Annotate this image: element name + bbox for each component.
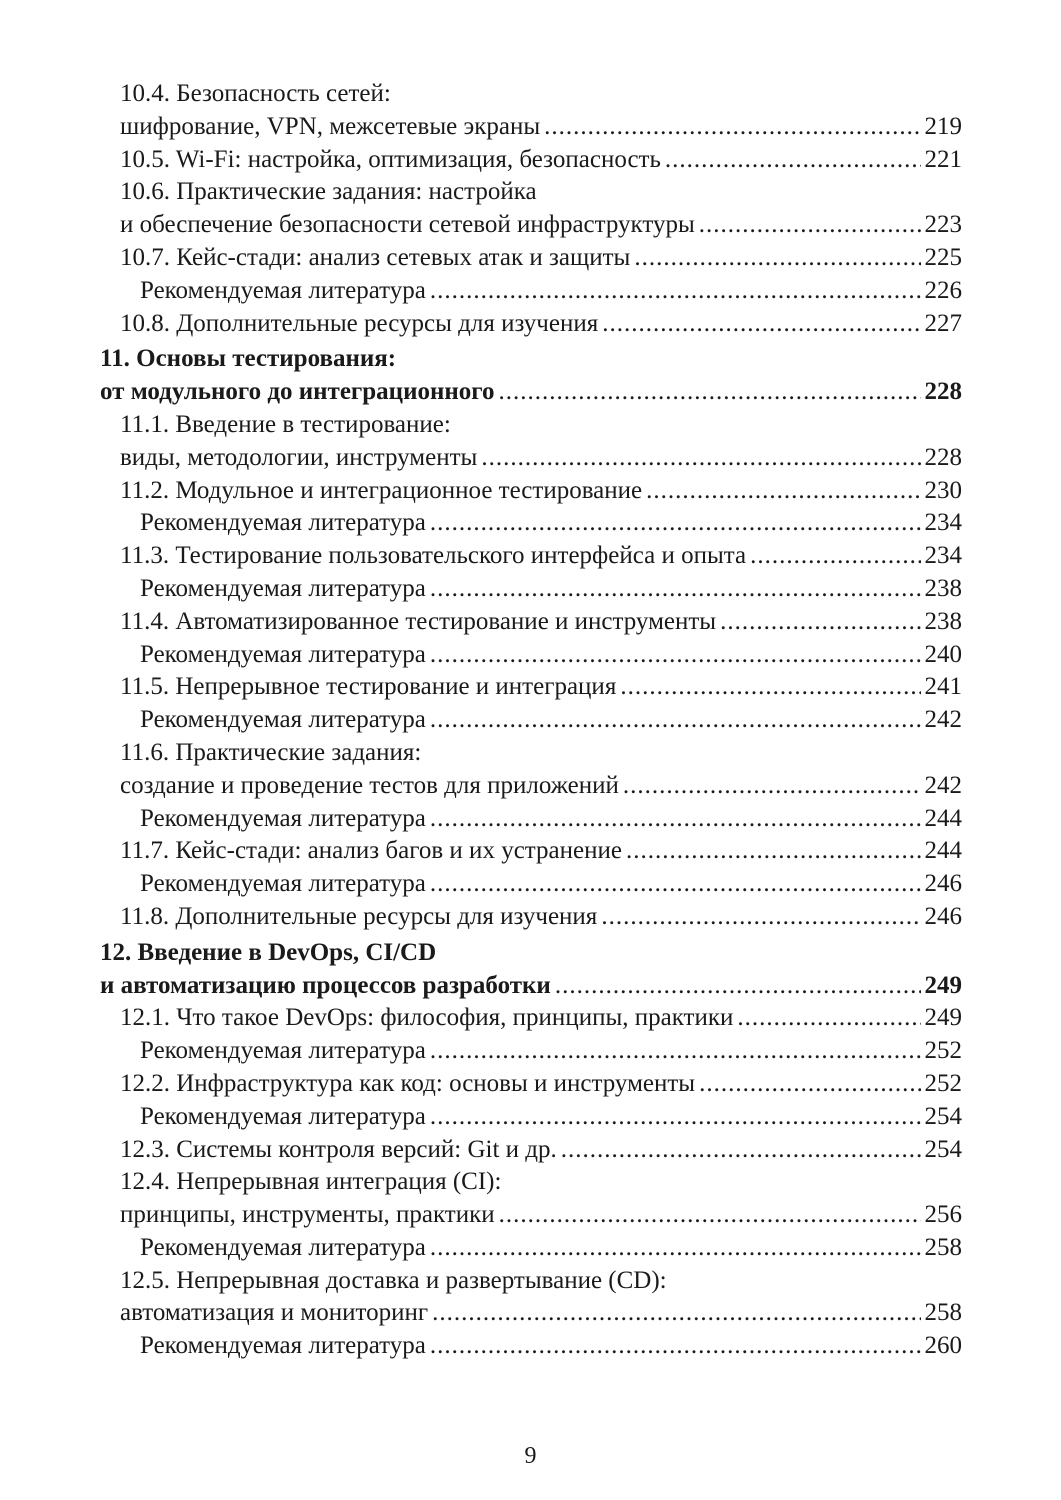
toc-page-number: 244 xyxy=(924,837,962,865)
toc-literature-entry xyxy=(100,275,962,308)
toc-page-number: 260 xyxy=(924,1332,962,1360)
toc-entry-title-line: 12.1. Что такое DevOps: философия, принципы, практики xyxy=(120,1004,734,1032)
toc-entry-title-line: 11.7. Кейс-стади: анализ багов и их устранение xyxy=(120,837,622,865)
toc-section-entry xyxy=(100,671,962,704)
table-of-contents xyxy=(100,78,962,1363)
toc-section-entry xyxy=(100,308,962,341)
toc-literature-entry xyxy=(100,1232,962,1265)
toc-section-entry xyxy=(100,409,962,475)
toc-entry-title-line: Рекомендуемая литература xyxy=(140,640,426,668)
toc-entry-title-line: Рекомендуемая литература xyxy=(140,706,426,734)
toc-entry-title-line: 11.5. Непрерывное тестирование и интеграция xyxy=(120,673,617,701)
toc-literature-entry xyxy=(100,1035,962,1068)
dot-leader xyxy=(430,1330,921,1363)
dot-leader xyxy=(699,209,921,242)
page-number: 9 xyxy=(524,1443,537,1469)
dot-leader xyxy=(601,901,920,934)
dot-leader xyxy=(646,475,920,508)
toc-page-number: 240 xyxy=(924,640,962,668)
toc-literature-entry xyxy=(100,704,962,737)
dot-leader xyxy=(430,1101,921,1134)
toc-page-number: 242 xyxy=(924,706,962,734)
toc-page-number: 241 xyxy=(924,673,962,701)
toc-entry-title-line: и обеспечение безопасности сетевой инфраструктуры xyxy=(120,211,695,239)
toc-page-number: 228 xyxy=(924,443,962,471)
toc-entry-title-line: 11.6. Практические задания: xyxy=(120,738,422,766)
dot-leader xyxy=(750,540,920,573)
toc-entry-title-line: виды, методологии, инструменты xyxy=(120,443,478,471)
dot-leader xyxy=(626,835,921,868)
toc-literature-entry xyxy=(100,803,962,836)
toc-page-number: 230 xyxy=(924,476,962,504)
toc-entry-title-line: шифрование, VPN, межсетевые экраны xyxy=(120,112,541,140)
toc-entry-title-line: Рекомендуемая литература xyxy=(140,1037,426,1065)
toc-literature-entry xyxy=(100,1330,962,1363)
toc-entry-title-line: 12.3. Системы контроля версий: Git и др. xyxy=(120,1135,557,1163)
dot-leader xyxy=(430,275,921,308)
toc-section-entry xyxy=(100,1002,962,1035)
toc-section-entry xyxy=(100,606,962,639)
dot-leader xyxy=(561,1134,921,1167)
dot-leader xyxy=(430,868,921,901)
dot-leader xyxy=(737,1002,920,1035)
toc-section-entry xyxy=(100,176,962,242)
toc-section-entry xyxy=(100,1265,962,1331)
toc-page-number: 258 xyxy=(924,1299,962,1327)
dot-leader xyxy=(430,803,921,836)
toc-section-entry xyxy=(100,901,962,934)
toc-page-number: 246 xyxy=(924,870,962,898)
toc-page-number: 234 xyxy=(924,509,962,537)
toc-entry-title-line: Рекомендуемая литература xyxy=(140,574,426,602)
toc-page-number: 238 xyxy=(924,574,962,602)
toc-section-entry xyxy=(100,475,962,508)
toc-entry-title-line: Рекомендуемая литература xyxy=(140,870,426,898)
toc-entry-title-line: Рекомендуемая литература xyxy=(140,804,426,832)
toc-page-number: 256 xyxy=(924,1201,962,1229)
toc-page-number: 221 xyxy=(924,145,962,173)
toc-section-entry xyxy=(100,1166,962,1232)
toc-entry-title-line: Рекомендуемая литература xyxy=(140,1102,426,1130)
toc-literature-entry xyxy=(100,639,962,672)
toc-page-number: 242 xyxy=(924,771,962,799)
toc-entry-title-line: 11.3. Тестирование пользовательского интерфейса и опыта xyxy=(120,542,747,570)
toc-entry-title-line: 12. Введение в DevOps, CI/CD xyxy=(100,938,437,966)
dot-leader xyxy=(481,442,920,475)
dot-leader xyxy=(430,507,921,540)
toc-page-number: 226 xyxy=(924,276,962,304)
toc-entry-title-line: Рекомендуемая литература xyxy=(140,1233,426,1261)
dot-leader xyxy=(430,573,921,606)
dot-leader xyxy=(720,606,920,639)
toc-literature-entry xyxy=(100,1101,962,1134)
toc-entry-title-line: от модульного до интеграционного xyxy=(100,378,495,406)
toc-page-number: 254 xyxy=(924,1135,962,1163)
toc-entry-title-line: и автоматизацию процессов разработки xyxy=(100,971,551,999)
dot-leader xyxy=(623,770,921,803)
toc-page-number: 258 xyxy=(924,1233,962,1261)
toc-entry-title-line: 10.5. Wi-Fi: настройка, оптимизация, безопасность xyxy=(120,145,661,173)
dot-leader xyxy=(555,970,921,1003)
toc-page-number: 249 xyxy=(924,971,962,999)
toc-page-number: 219 xyxy=(924,112,962,140)
toc-entry-title-line: 12.4. Непрерывная интеграция (CI): xyxy=(120,1168,502,1196)
toc-page-number: 227 xyxy=(924,309,962,337)
toc-page-number: 249 xyxy=(924,1004,962,1032)
toc-entry-title-line: Рекомендуемая литература xyxy=(140,276,426,304)
dot-leader xyxy=(432,1297,920,1330)
toc-section-entry xyxy=(100,1134,962,1167)
dot-leader xyxy=(602,308,920,341)
dot-leader xyxy=(544,111,920,144)
toc-entry-title-line: 11. Основы тестирования: xyxy=(100,345,397,373)
dot-leader xyxy=(430,1232,921,1265)
toc-page-number: 238 xyxy=(924,607,962,635)
toc-page-number: 228 xyxy=(924,378,962,406)
toc-entry-title-line: 10.7. Кейс-стади: анализ сетевых атак и защиты xyxy=(120,243,631,271)
toc-entry-title-line: Рекомендуемая литература xyxy=(140,1332,426,1360)
dot-leader xyxy=(430,1035,921,1068)
toc-page-number: 225 xyxy=(924,243,962,271)
dot-leader xyxy=(499,376,921,409)
toc-section-entry xyxy=(100,540,962,573)
toc-section-entry xyxy=(100,78,962,144)
toc-page-number: 254 xyxy=(924,1102,962,1130)
toc-entry-title-line: создание и проведение тестов для приложений xyxy=(120,771,619,799)
toc-chapter-entry xyxy=(100,343,962,409)
toc-chapter-entry xyxy=(100,937,962,1003)
toc-section-entry xyxy=(100,144,962,177)
toc-entry-title-line: Рекомендуемая литература xyxy=(140,509,426,537)
toc-literature-entry xyxy=(100,573,962,606)
dot-leader xyxy=(499,1199,921,1232)
toc-entry-title-line: 11.8. Дополнительные ресурсы для изучения xyxy=(120,902,598,930)
toc-page-number: 246 xyxy=(924,902,962,930)
toc-entry-title-line: 11.4. Автоматизированное тестирование и инструменты xyxy=(120,607,717,635)
toc-page-number: 244 xyxy=(924,804,962,832)
toc-literature-entry xyxy=(100,868,962,901)
toc-entry-title-line: принципы, инструменты, практики xyxy=(120,1201,495,1229)
toc-entry-title-line: 10.4. Безопасность сетей: xyxy=(120,80,391,107)
toc-section-entry xyxy=(100,835,962,868)
toc-entry-title-line: 12.2. Инфраструктура как код: основы и инструменты xyxy=(120,1069,696,1097)
toc-section-entry xyxy=(100,1068,962,1101)
toc-entry-title-line: 12.5. Непрерывная доставка и развертывание (CD): xyxy=(120,1266,667,1294)
dot-leader xyxy=(620,671,920,704)
dot-leader xyxy=(430,704,921,737)
toc-literature-entry xyxy=(100,507,962,540)
toc-entry-title-line: 10.8. Дополнительные ресурсы для изучения xyxy=(120,309,599,337)
toc-section-entry xyxy=(100,737,962,803)
toc-page-number: 234 xyxy=(924,542,962,570)
toc-page-number: 252 xyxy=(924,1069,962,1097)
toc-page-number: 252 xyxy=(924,1037,962,1065)
dot-leader xyxy=(699,1068,920,1101)
dot-leader xyxy=(634,242,920,275)
toc-page-number: 223 xyxy=(924,211,962,239)
toc-entry-title-line: автоматизация и мониторинг xyxy=(120,1299,429,1327)
toc-entry-title-line: 11.2. Модульное и интеграционное тестирование xyxy=(120,476,643,504)
dot-leader xyxy=(430,639,921,672)
toc-entry-title-line: 11.1. Введение в тестирование: xyxy=(120,410,451,438)
dot-leader xyxy=(665,144,921,177)
toc-entry-title-line: 10.6. Практические задания: настройка xyxy=(120,178,537,206)
toc-section-entry xyxy=(100,242,962,275)
